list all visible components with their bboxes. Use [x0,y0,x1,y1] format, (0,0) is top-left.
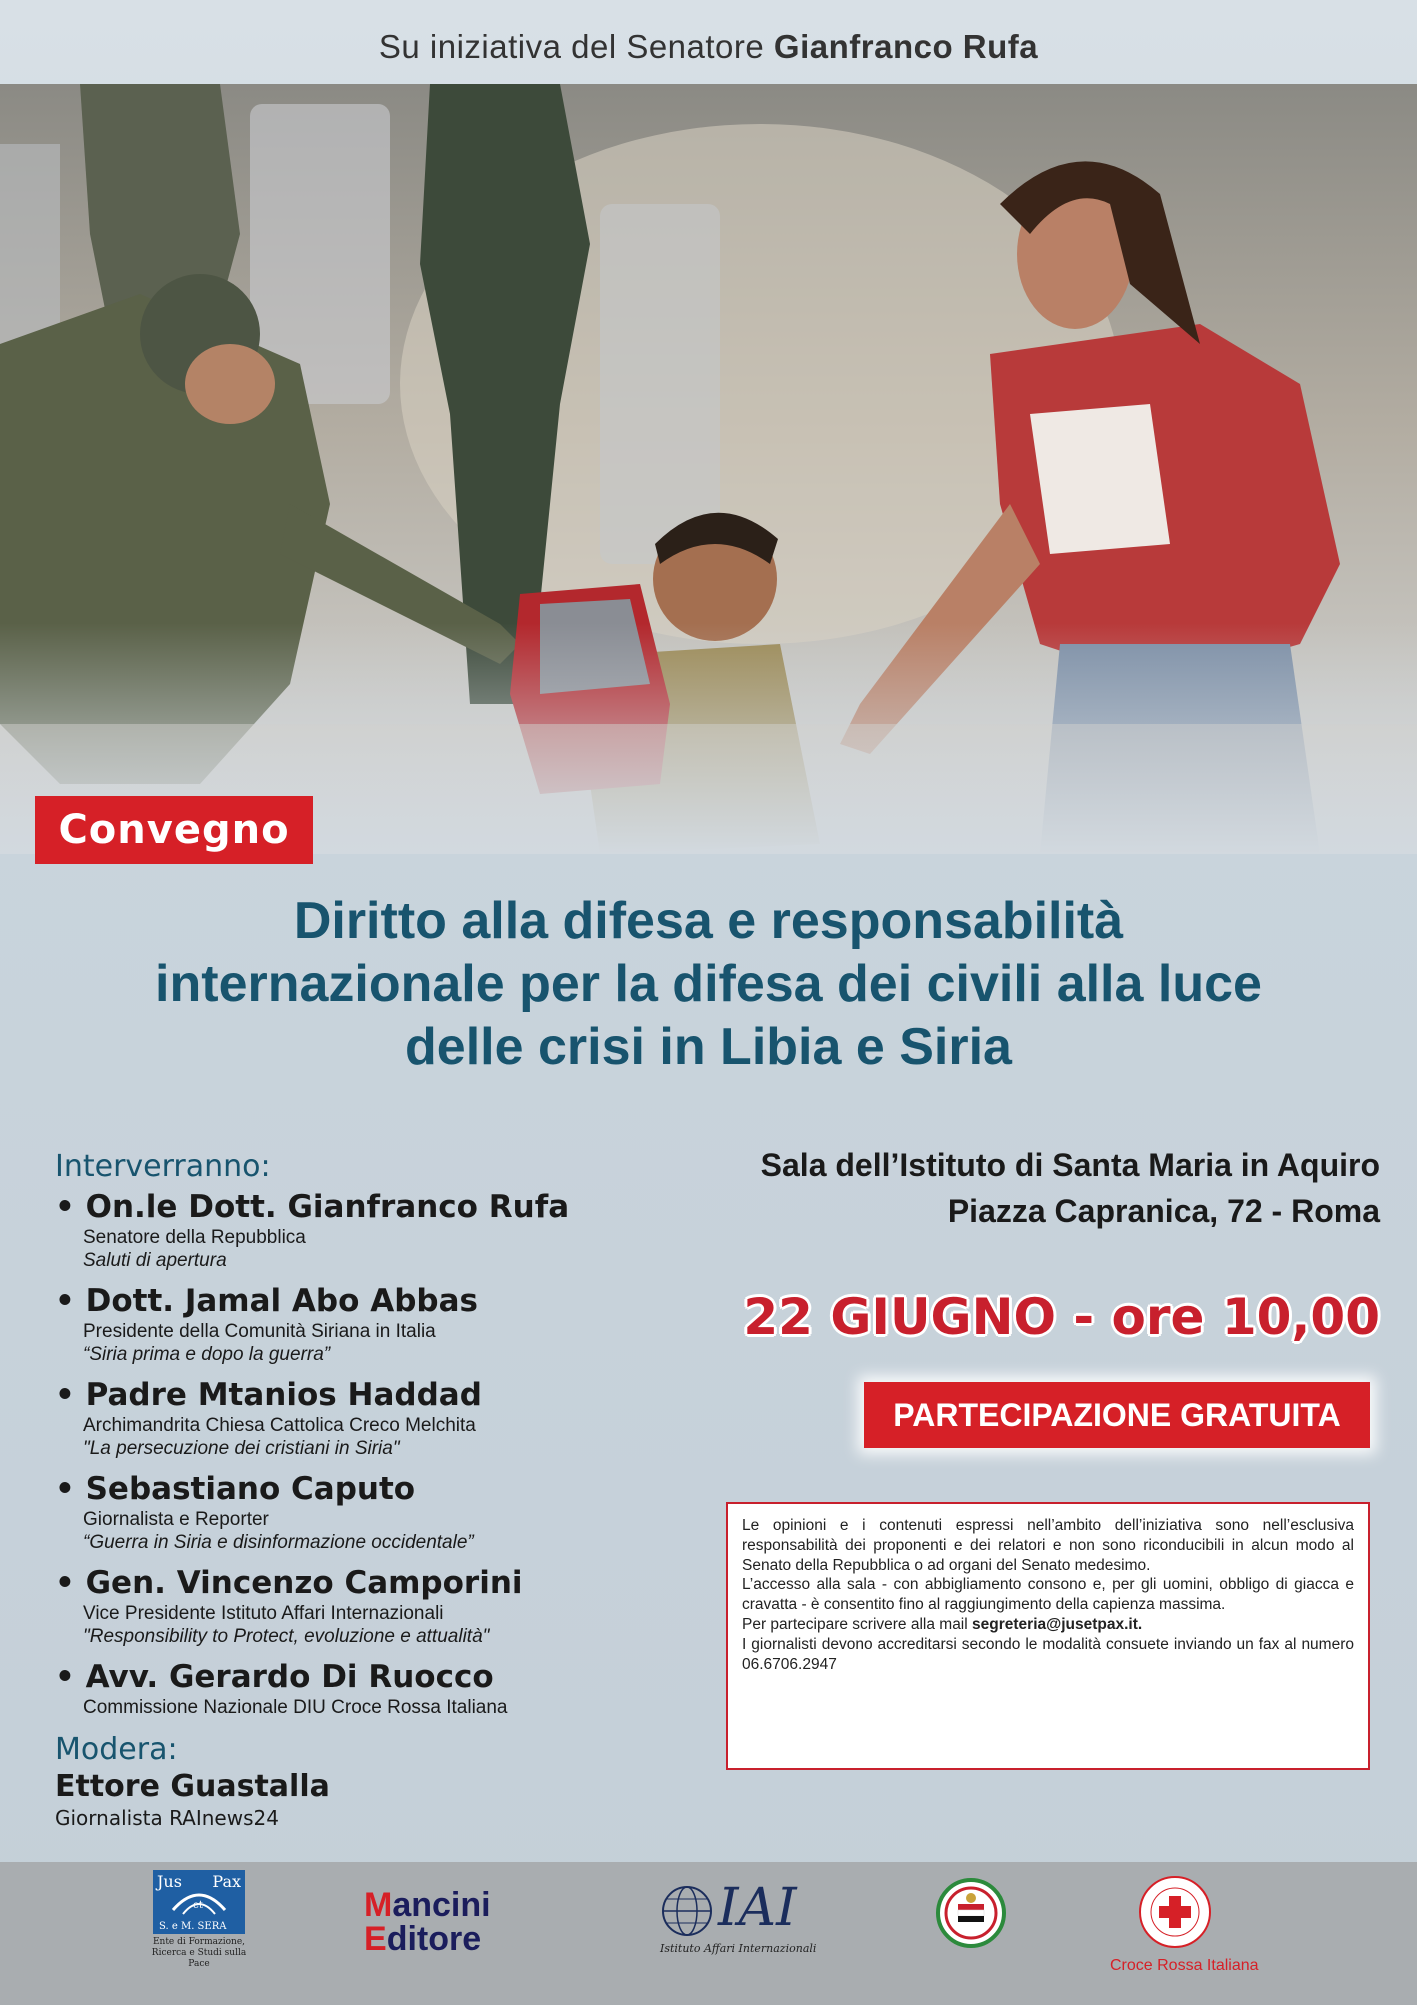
press-text: I giornalisti devono accreditarsi secondo le modalità consuete inviando un fax al numero 06.6706.2947 [742,1635,1354,1673]
speakers-list [55,1148,695,1831]
speaker-name: • On.le Dott. Gianfranco Rufa [55,1189,570,1225]
globe-icon [660,1884,714,1938]
speaker-role: Archimandrita Chiesa Cattolica Creco Melchita [83,1415,476,1436]
speaker-name: • Dott. Jamal Abo Abbas [55,1283,478,1319]
speaker-topic: "La persecuzione dei cristiani in Siria" [83,1438,400,1459]
title-line: internazionale per la difesa dei civili alla luce [155,955,1262,1013]
contact-text: Per partecipare scrivere alla mail segreteria@jusetpax.it. [742,1615,1143,1633]
moderator-name: Ettore Guastalla [55,1769,330,1804]
speaker-topic: “Guerra in Siria e disinformazione occidentale” [83,1532,474,1553]
dress-code-text: L’accesso alla sala - con abbigliamento consono e, per gli uomini, obbligo di giacca e cravatta - è consentito fino al raggiungimento della capienza massima. [742,1576,1354,1614]
croce-rossa-label: Croce Rossa Italiana [1110,1957,1259,1974]
speaker-item [55,1282,695,1366]
speaker-topic: “Siria prima e dopo la guerra” [83,1344,331,1365]
speaker-topic: Saluti di apertura [83,1250,227,1271]
venue [680,1142,1380,1234]
moderator-heading: Modera: [55,1732,178,1767]
speaker-item [55,1658,695,1719]
free-entry-badge: PARTECIPAZIONE GRATUITA [864,1382,1370,1448]
speaker-name: • Padre Mtanios Haddad [55,1377,482,1413]
mancini-editore-logo: Mancini Editore [364,1886,491,1958]
speaker-role: Giornalista e Reporter [83,1509,269,1530]
speaker-role: Vice Presidente Istituto Affari Internazionali [83,1603,444,1624]
venue-address: Piazza Capranica, 72 - Roma [947,1193,1380,1229]
iai-logo: IAI Istituto Affari Internazionali [660,1878,817,1955]
speaker-item [55,1470,695,1554]
speaker-role: Senatore della Repubblica [83,1227,306,1248]
hero-photo [0,84,1417,854]
speaker-item [55,1376,695,1460]
speaker-name: • Avv. Gerardo Di Ruocco [55,1659,494,1695]
jus-pax-caption: Ente di Formazione, Ricerca e Studi sulla Pace [151,1937,247,1969]
event-type-badge: Convegno [35,796,313,864]
speaker-name: • Gen. Vincenzo Camporini [55,1565,523,1601]
seal-icon [936,1878,1006,1948]
speaker-name: • Sebastiano Caputo [55,1471,416,1507]
hero-photo-illustration [0,84,1417,854]
speaker-role: Commissione Nazionale DIU Croce Rossa Italiana [83,1697,508,1718]
disclaimer-box [726,1502,1370,1770]
disclaimer-text: Le opinioni e i contenuti espressi nell’ambito dell’iniziativa sono nell’esclusiva responsabilità dei proponenti e dei relatori e non sono riconducibili in alcun modo al Senato della Repubblica o ad organi del Senato medesimo. [742,1517,1354,1574]
syrian-community-seal [936,1878,1006,1948]
initiative-line: Su iniziativa del Senatore Gianfranco Rufa [378,28,1039,65]
contact-email[interactable]: segreteria@jusetpax.it. [972,1615,1143,1633]
speakers-heading: Interverranno: [55,1149,271,1184]
title-line: delle crisi in Libia e Siria [405,1018,1012,1076]
speaker-item [55,1188,695,1272]
event-title [20,890,1397,1079]
senator-name: Gianfranco Rufa [773,28,1039,65]
moderator-role: Giornalista RAInews24 [55,1806,279,1830]
event-date: 22 GIUGNO - ore 10,00 [743,1288,1380,1346]
red-cross-icon [1137,1874,1213,1950]
croce-rossa-logo [1110,1874,1259,1975]
venue-name: Sala dell’Istituto di Santa Maria in Aquiro [760,1147,1380,1183]
speaker-item [55,1564,695,1648]
jus-pax-mark: Jus Pax et S. e M. SERA [153,1870,245,1934]
jus-pax-logo [150,1870,248,1970]
title-line: Diritto alla difesa e responsabilità [293,892,1124,950]
speaker-role: Presidente della Comunità Siriana in Italia [83,1321,436,1342]
speaker-topic: "Responsibility to Protect, evoluzione e attualità" [83,1626,490,1647]
